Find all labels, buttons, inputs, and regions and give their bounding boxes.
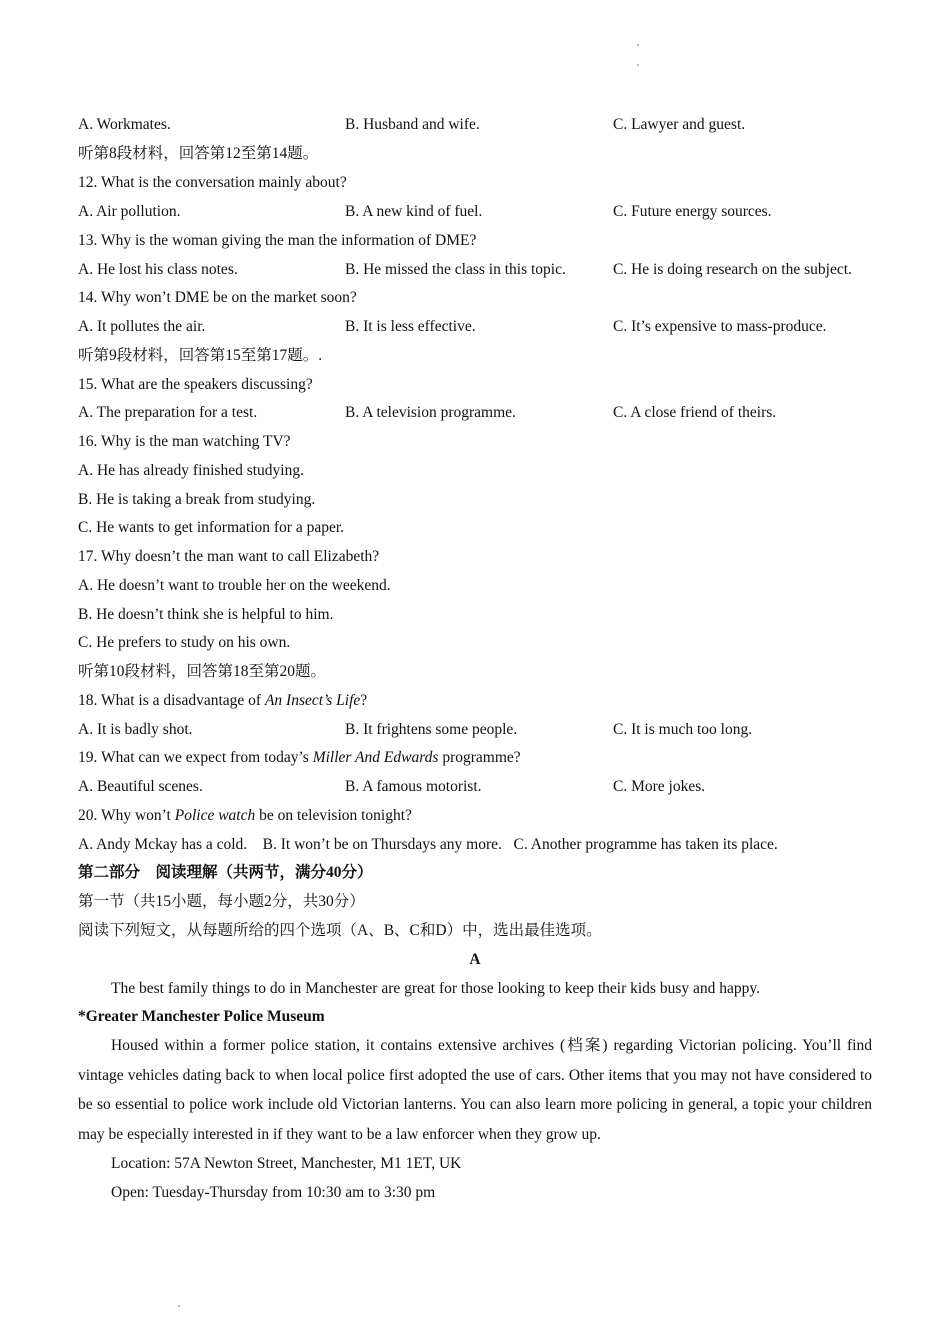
q18-stem <box>78 691 367 711</box>
q14-option-a: A. It pollutes the air. <box>78 318 206 335</box>
q18-stem-end: ? <box>360 692 368 709</box>
part2-subtitle: 第一节（共15小题，每小题2分，共30分） <box>78 893 365 910</box>
q19-stem-text: 19. What can we expect from today’s <box>78 749 313 766</box>
q18-stem-text: 18. What is a disadvantage of <box>78 692 265 709</box>
q13-option-c: C. He is doing research on the subject. <box>613 261 852 278</box>
q13-options <box>78 260 878 280</box>
q19-stem-end: programme? <box>438 749 521 766</box>
q11-options <box>78 115 878 135</box>
q13-option-b: B. He missed the class in this topic. <box>345 261 566 278</box>
q12-stem: 12. What is the conversation mainly about? <box>78 174 347 191</box>
scan-speck <box>637 64 639 66</box>
q19-options <box>78 777 878 797</box>
q18-option-b: B. It frightens some people. <box>345 721 518 738</box>
q20-stem-text: 20. Why won’t <box>78 807 175 824</box>
q19-option-c: C. More jokes. <box>613 778 706 795</box>
q14-option-c: C. It’s expensive to mass-produce. <box>613 318 827 335</box>
q19-stem <box>78 748 521 768</box>
museum-location: Location: 57A Newton Street, Manchester, M1 1ET, UK <box>111 1155 462 1172</box>
q20-stem <box>78 806 412 826</box>
section10-instruction: 听第10段材料，回答第18至第20题。 <box>78 663 327 680</box>
q19-option-b: B. A famous motorist. <box>345 778 482 795</box>
q13-option-a: A. He lost his class notes. <box>78 261 238 278</box>
scan-speck <box>178 1305 180 1307</box>
q12-option-a: A. Air pollution. <box>78 203 181 220</box>
q18-option-a: A. It is badly shot. <box>78 721 193 738</box>
q20-stem-end: be on television tonight? <box>255 807 412 824</box>
q20-options: A. Andy Mckay has a cold. B. It won’t be on Thursdays any more. C. Another programme has taken its place. <box>78 836 778 853</box>
q15-option-c: C. A close friend of theirs. <box>613 404 777 421</box>
q17-stem: 17. Why doesn’t the man want to call Elizabeth? <box>78 548 380 565</box>
q16-option-b: B. He is taking a break from studying. <box>78 491 316 508</box>
q11-option-c: C. Lawyer and guest. <box>613 116 746 133</box>
q11-option-b: B. Husband and wife. <box>345 116 480 133</box>
q15-stem: 15. What are the speakers discussing? <box>78 376 313 393</box>
q14-stem: 14. Why won’t DME be on the market soon? <box>78 289 357 306</box>
q12-options <box>78 202 878 222</box>
q15-option-b: B. A television programme. <box>345 404 516 421</box>
q14-options <box>78 317 878 337</box>
q12-option-b: B. A new kind of fuel. <box>345 203 483 220</box>
q15-option-a: A. The preparation for a test. <box>78 404 258 421</box>
q17-option-a: A. He doesn’t want to trouble her on the weekend. <box>78 577 391 594</box>
museum-title: *Greater Manchester Police Museum <box>78 1008 325 1025</box>
q15-options <box>78 403 878 423</box>
q18-title: An Insect’s Life <box>264 692 361 709</box>
q17-option-c: C. He prefers to study on his own. <box>78 634 291 651</box>
q16-option-a: A. He has already finished studying. <box>78 462 304 479</box>
q14-option-b: B. It is less effective. <box>345 318 476 335</box>
section8-instruction: 听第8段材料，回答第12至第14题。 <box>78 145 319 162</box>
q20-title: Police watch <box>174 807 256 824</box>
q13-stem: 13. Why is the woman giving the man the information of DME? <box>78 232 477 249</box>
passage-label: A <box>469 951 481 968</box>
museum-description: Housed within a former police station, it contains extensive archives (档案) regarding Victorian policing. You’ll find vintage vehicles dating back to when local police first adopted the use of cars. Other items that you may not have considered to be so essential to police work include old Victorian lanterns. You can also learn more policing in general, a topic your children may be especially interested in if they want to be a law enforcer when they grow up. <box>78 1037 872 1143</box>
section9-instruction: 听第9段材料，回答第15至第17题。. <box>78 347 323 364</box>
part2-title: 第二部分 阅读理解（共两节，满分40分） <box>78 864 373 881</box>
q16-option-c: C. He wants to get information for a paper. <box>78 519 345 536</box>
q18-option-c: C. It is much too long. <box>613 721 753 738</box>
part2-instruction: 阅读下列短文，从每题所给的四个选项（A、B、C和D）中，选出最佳选项。 <box>78 922 602 939</box>
q11-option-a: A. Workmates. <box>78 116 171 133</box>
q18-options <box>78 720 878 740</box>
museum-open-hours: Open: Tuesday-Thursday from 10:30 am to 3:30 pm <box>111 1184 436 1201</box>
q16-stem: 16. Why is the man watching TV? <box>78 433 291 450</box>
q19-title: Miller And Edwards <box>312 749 439 766</box>
q19-option-a: A. Beautiful scenes. <box>78 778 203 795</box>
q17-option-b: B. He doesn’t think she is helpful to him. <box>78 606 334 623</box>
scan-speck <box>637 44 639 46</box>
q12-option-c: C. Future energy sources. <box>613 203 772 220</box>
passage-intro: The best family things to do in Manchester are great for those looking to keep their kids busy and happy. <box>111 980 760 997</box>
